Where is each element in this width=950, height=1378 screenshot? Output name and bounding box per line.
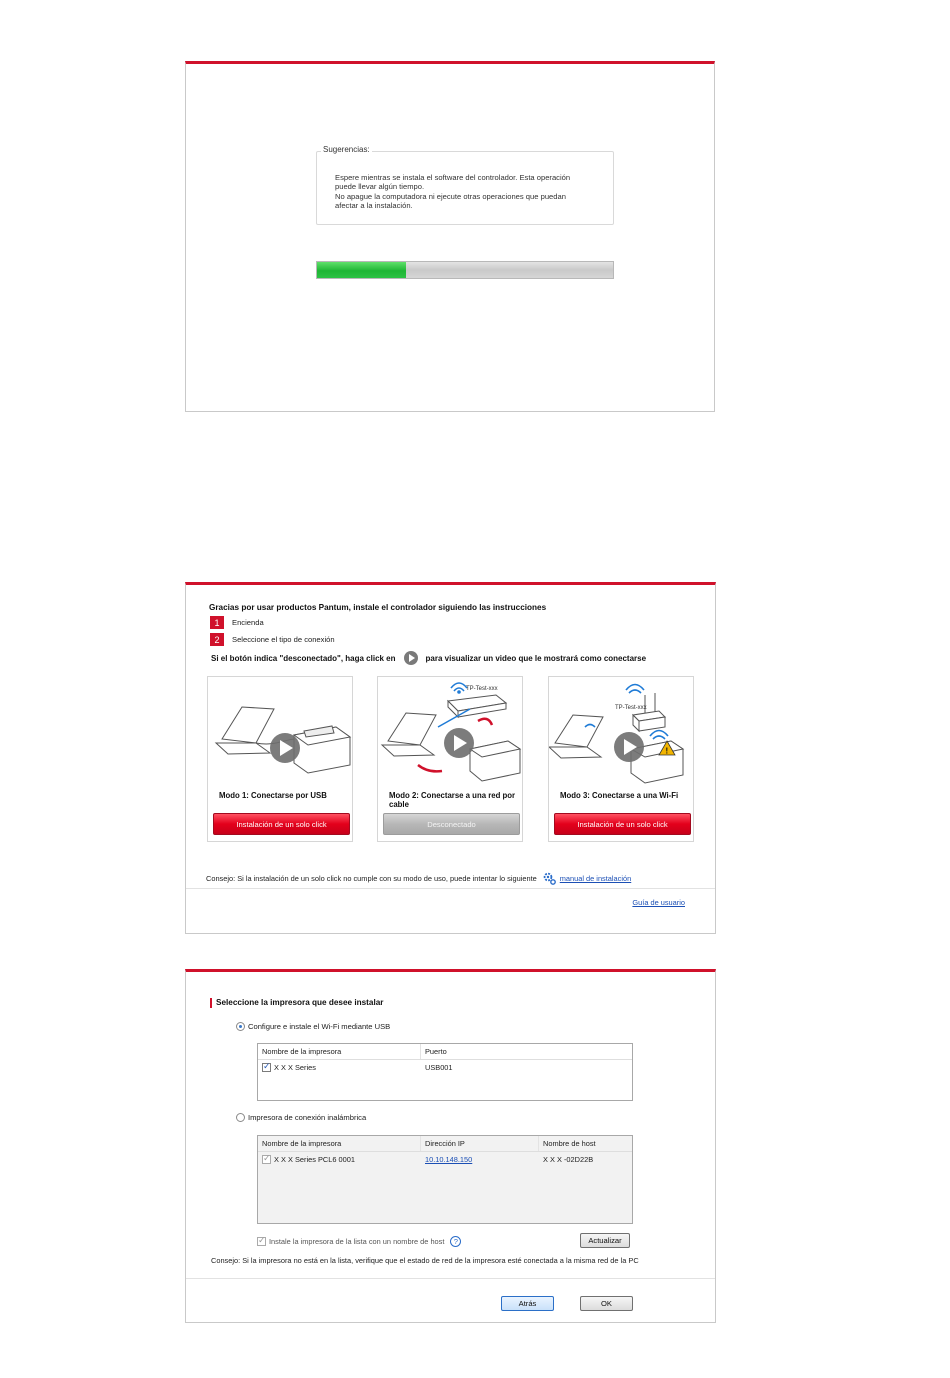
- wifi-network-illustration: [549, 677, 693, 787]
- hostname-install-option[interactable]: [257, 1236, 461, 1247]
- column-header-printer-name[interactable]: Nombre de la impresora: [258, 1044, 421, 1059]
- usb-illustration: [208, 677, 352, 787]
- play-video-wired-icon: [444, 728, 474, 758]
- step-2-number: 2: [210, 633, 224, 646]
- wifi-one-click-install-button[interactable]: Instalación de un solo click: [554, 813, 691, 835]
- usb-wifi-option-label: Configure e instale el Wi-Fi mediante USB: [248, 1022, 391, 1031]
- suggestions-text: Espere mientras se instala el software del controlador. Esta operación puede llevar algún tiempo. No apague la computadora ni ejecute otras operaciones que puedan afectar a la instalación.: [335, 173, 571, 211]
- install-advice: [206, 872, 631, 885]
- wired-network-illustration: [378, 677, 522, 787]
- mode-3-router-label: TP-Test-xxx: [615, 705, 647, 711]
- step-2-label: Seleccione el tipo de conexión: [232, 635, 335, 644]
- connection-title: Gracias por usar productos Pantum, instale el controlador siguiendo las instrucciones: [209, 603, 547, 612]
- mode-usb-label: Modo 1: Conectarse por USB: [219, 791, 327, 800]
- table-header: [258, 1044, 632, 1060]
- wireless-radio[interactable]: [236, 1113, 245, 1122]
- printer-select-window: [185, 969, 716, 1323]
- usb-printer-checkbox[interactable]: [262, 1063, 271, 1072]
- wireless-printer-name: X X X Series PCL6 0001: [274, 1155, 355, 1164]
- usb-printer-port: USB001: [425, 1063, 453, 1072]
- wireless-printer-table: [257, 1135, 633, 1224]
- install-progress-bar: [316, 261, 614, 279]
- suggestions-box: [316, 145, 614, 225]
- usb-one-click-install-button[interactable]: Instalación de un solo click: [213, 813, 350, 835]
- ok-button[interactable]: OK: [580, 1296, 633, 1311]
- usb-printer-name: X X X Series: [274, 1063, 316, 1072]
- help-icon[interactable]: ?: [450, 1236, 461, 1247]
- refresh-button[interactable]: Actualizar: [580, 1233, 630, 1248]
- wireless-option[interactable]: [236, 1113, 366, 1122]
- suggestions-title: Sugerencias:: [323, 145, 370, 154]
- wired-disconnected-button[interactable]: Desconectado: [383, 813, 520, 835]
- mode-2-router-label: TP-Test-xxx: [466, 686, 498, 692]
- svg-text:!: !: [665, 746, 669, 756]
- table-row[interactable]: [258, 1152, 632, 1167]
- divider: [186, 1278, 715, 1279]
- printer-advice-text: Consejo: Si la impresora no está en la lista, verifique que el estado de red de la impresora esté conectada a la misma red de la PC: [211, 1256, 639, 1265]
- install-progress-window: [185, 61, 715, 412]
- hostname-checkbox[interactable]: [257, 1237, 266, 1246]
- installation-manual-link[interactable]: manual de instalación: [559, 874, 632, 883]
- play-video-usb-icon: [270, 733, 300, 763]
- step-1: [210, 616, 264, 629]
- wireless-printer-host: X X X -02D22B: [543, 1155, 594, 1164]
- install-progress-fill: [317, 262, 406, 278]
- back-button[interactable]: Atrás: [501, 1296, 554, 1311]
- column-header-port[interactable]: Puerto: [425, 1047, 447, 1056]
- step-1-number: 1: [210, 616, 224, 629]
- usb-wifi-option[interactable]: [236, 1022, 390, 1031]
- step-1-label: Encienda: [232, 618, 264, 627]
- install-advice-text: Consejo: Si la instalación de un solo click no cumple con su modo de uso, puede intentar lo siguiente: [206, 874, 537, 883]
- video-hint-after: para visualizar un video que le mostrará como conectarse: [425, 653, 647, 663]
- column-header-host[interactable]: Nombre de host: [543, 1139, 596, 1148]
- video-hint-before: Si el botón indica "desconectado", haga click en: [211, 653, 396, 663]
- mode-wired-card: [377, 676, 523, 842]
- video-hint: [211, 651, 646, 665]
- step-2: [210, 633, 335, 646]
- column-header-ip[interactable]: Dirección IP: [421, 1136, 539, 1151]
- divider: [186, 888, 715, 889]
- wireless-option-label: Impresora de conexión inalámbrica: [248, 1113, 367, 1122]
- play-icon: [404, 651, 418, 665]
- gear-icon: [543, 872, 556, 885]
- wireless-printer-ip-link[interactable]: 10.10.148.150: [425, 1155, 473, 1164]
- hostname-checkbox-label: Instale la impresora de la lista con un nombre de host: [269, 1237, 445, 1246]
- usb-wifi-radio[interactable]: [236, 1022, 245, 1031]
- column-header-printer-name[interactable]: Nombre de la impresora: [258, 1136, 421, 1151]
- user-guide-link[interactable]: Guía de usuario: [632, 898, 685, 907]
- play-video-wifi-icon: [614, 732, 644, 762]
- mode-wired-label: Modo 2: Conectarse a una red por cable: [389, 791, 516, 809]
- usb-printer-table: [257, 1043, 633, 1101]
- mode-usb-card: [207, 676, 353, 842]
- printer-select-title: Seleccione la impresora que desee instalar: [210, 998, 383, 1008]
- table-header: [258, 1136, 632, 1152]
- connection-type-window: [185, 582, 716, 934]
- wireless-printer-checkbox[interactable]: [262, 1155, 271, 1164]
- mode-wifi-label: Modo 3: Conectarse a una Wi-Fi: [560, 791, 679, 800]
- mode-wifi-card: [548, 676, 694, 842]
- table-row[interactable]: [258, 1060, 632, 1075]
